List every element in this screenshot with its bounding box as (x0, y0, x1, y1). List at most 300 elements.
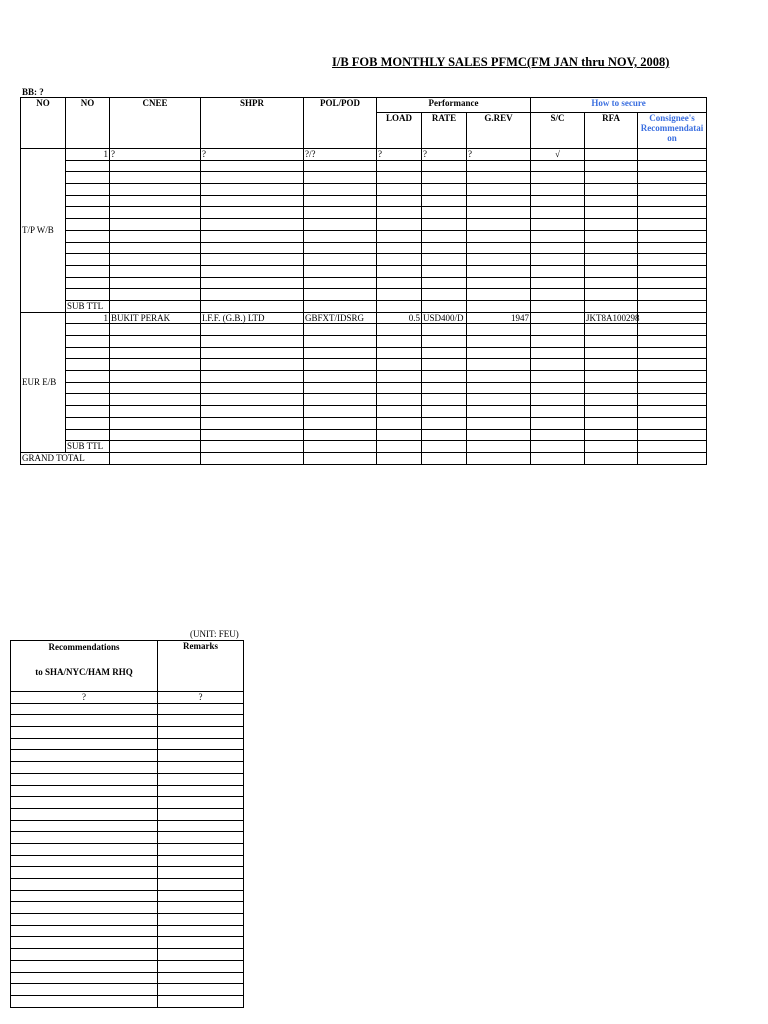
recommendations-table (10, 640, 244, 1008)
remarks-cell (158, 843, 244, 855)
table-row (21, 230, 707, 242)
recommendation-cell (11, 727, 158, 739)
cnee-cell (110, 230, 201, 242)
remarks-cell (158, 832, 244, 844)
table-row (21, 359, 707, 371)
grev-cell (467, 371, 531, 383)
col-sc: S/C (531, 113, 585, 149)
rate-cell (422, 371, 467, 383)
load-cell (377, 347, 422, 359)
rate-cell (422, 289, 467, 301)
consignee-cell (638, 195, 707, 207)
cnee-cell (110, 219, 201, 231)
grev-cell (467, 452, 531, 464)
recommendations-line-2: to SHA/NYC/HAM RHQ (35, 667, 133, 677)
shpr-cell: I.F.F. (G.B.) LTD (201, 312, 304, 324)
grev-cell (467, 160, 531, 172)
sc-cell (531, 382, 585, 394)
shpr-cell (201, 359, 304, 371)
rec-row (11, 960, 244, 972)
shpr-cell (201, 441, 304, 453)
cnee-cell (110, 207, 201, 219)
col-grev: G.REV (467, 113, 531, 149)
table-row (21, 184, 707, 196)
cnee-cell (110, 359, 201, 371)
polpod-cell: GBFXT/IDSRG (304, 312, 377, 324)
rfa-cell (585, 324, 638, 336)
grev-cell (467, 207, 531, 219)
rate-cell (422, 300, 467, 312)
table-row (21, 265, 707, 277)
sc-cell (531, 160, 585, 172)
rec-row (11, 902, 244, 914)
load-cell (377, 230, 422, 242)
sc-cell (531, 172, 585, 184)
remarks-cell (158, 773, 244, 785)
consignee-cell (638, 324, 707, 336)
polpod-cell (304, 207, 377, 219)
consignee-cell (638, 184, 707, 196)
unit-label: (UNIT: FEU) (190, 629, 239, 639)
recommendation-cell (11, 937, 158, 949)
shpr-cell (201, 452, 304, 464)
rec-row (11, 855, 244, 867)
rfa-cell (585, 242, 638, 254)
row-no (66, 289, 110, 301)
rfa-cell (585, 265, 638, 277)
load-cell (377, 371, 422, 383)
cnee-cell (110, 406, 201, 418)
rate-cell (422, 265, 467, 277)
shpr-cell (201, 254, 304, 266)
consignee-cell (638, 359, 707, 371)
load-cell (377, 242, 422, 254)
rec-row (11, 879, 244, 891)
recommendation-cell (11, 773, 158, 785)
polpod-cell (304, 441, 377, 453)
row-no (66, 394, 110, 406)
remarks-cell (158, 703, 244, 715)
cnee-cell (110, 172, 201, 184)
polpod-cell (304, 406, 377, 418)
load-cell (377, 184, 422, 196)
load-cell (377, 219, 422, 231)
remarks-cell (158, 808, 244, 820)
table-row (21, 254, 707, 266)
recommendation-cell (11, 925, 158, 937)
consignee-cell (638, 312, 707, 324)
rate-cell (422, 277, 467, 289)
consignee-cell (638, 172, 707, 184)
table-row (21, 406, 707, 418)
row-no (66, 184, 110, 196)
row-no (66, 382, 110, 394)
col-no-inner: NO (66, 98, 110, 149)
recommendation-cell (11, 832, 158, 844)
rate-cell (422, 336, 467, 348)
load-cell (377, 254, 422, 266)
rec-row (11, 738, 244, 750)
polpod-cell (304, 160, 377, 172)
rfa-cell (585, 230, 638, 242)
rec-header-row (11, 641, 244, 692)
row-no (66, 417, 110, 429)
col-consignee-recommendation: Consignee's Recommendatai on (638, 113, 707, 149)
sc-cell: √ (531, 149, 585, 161)
sc-cell (531, 417, 585, 429)
sc-cell (531, 324, 585, 336)
load-cell (377, 300, 422, 312)
rfa-cell (585, 452, 638, 464)
rfa-cell (585, 371, 638, 383)
recommendation-cell (11, 808, 158, 820)
remarks-cell (158, 890, 244, 902)
table-row (21, 382, 707, 394)
table-row (21, 336, 707, 348)
grev-cell (467, 277, 531, 289)
load-cell (377, 394, 422, 406)
row-no (66, 406, 110, 418)
shpr-cell (201, 277, 304, 289)
table-row (21, 300, 707, 312)
remarks-cell (158, 984, 244, 996)
polpod-cell (304, 277, 377, 289)
grev-cell: 1947 (467, 312, 531, 324)
grev-cell (467, 324, 531, 336)
rfa-cell (585, 429, 638, 441)
rate-cell (422, 394, 467, 406)
consignee-cell (638, 429, 707, 441)
load-cell (377, 160, 422, 172)
rfa-cell (585, 336, 638, 348)
grev-cell (467, 417, 531, 429)
row-no (66, 160, 110, 172)
rate-cell: ? (422, 149, 467, 161)
grev-cell (467, 184, 531, 196)
remarks-cell (158, 715, 244, 727)
remarks-cell (158, 785, 244, 797)
rate-cell (422, 406, 467, 418)
rec-row (11, 785, 244, 797)
polpod-cell (304, 417, 377, 429)
rate-cell (422, 219, 467, 231)
consignee-cell (638, 336, 707, 348)
grev-cell (467, 406, 531, 418)
grev-cell (467, 429, 531, 441)
recommendation-cell (11, 855, 158, 867)
sc-cell (531, 394, 585, 406)
col-no-outer: NO (21, 98, 66, 149)
remarks-cell (158, 750, 244, 762)
shpr-cell (201, 324, 304, 336)
rec-row (11, 843, 244, 855)
rate-cell (422, 429, 467, 441)
shpr-cell (201, 265, 304, 277)
polpod-cell (304, 265, 377, 277)
row-no (66, 230, 110, 242)
row-no (66, 242, 110, 254)
remarks-cell (158, 960, 244, 972)
grev-cell (467, 441, 531, 453)
polpod-cell (304, 230, 377, 242)
header-row-1 (21, 98, 707, 113)
shpr-cell (201, 207, 304, 219)
cnee-cell (110, 184, 201, 196)
cnee-cell (110, 452, 201, 464)
col-cnee: CNEE (110, 98, 201, 149)
table-row (21, 160, 707, 172)
rfa-cell (585, 149, 638, 161)
row-no (66, 254, 110, 266)
table-row (21, 312, 707, 324)
cnee-cell (110, 347, 201, 359)
recommendation-cell (11, 995, 158, 1007)
col-rfa: RFA (585, 113, 638, 149)
sc-cell (531, 336, 585, 348)
bb-label: BB: ? (22, 87, 44, 97)
sc-cell (531, 289, 585, 301)
remarks-cell (158, 762, 244, 774)
polpod-cell (304, 195, 377, 207)
recommendations-line-1: Recommendations (48, 642, 120, 652)
load-cell (377, 417, 422, 429)
consignee-cell (638, 207, 707, 219)
load-cell (377, 406, 422, 418)
rfa-cell (585, 394, 638, 406)
group-label: EUR E/B (21, 312, 66, 452)
recommendation-cell: ? (11, 692, 158, 704)
grev-cell (467, 359, 531, 371)
table-row (21, 324, 707, 336)
grev-cell (467, 242, 531, 254)
load-cell (377, 265, 422, 277)
remarks-cell (158, 820, 244, 832)
sc-cell (531, 406, 585, 418)
rate-cell (422, 160, 467, 172)
remarks-header: Remarks (158, 641, 244, 692)
recommendation-cell (11, 984, 158, 996)
rfa-cell (585, 417, 638, 429)
rfa-cell (585, 219, 638, 231)
rfa-cell (585, 207, 638, 219)
load-cell (377, 382, 422, 394)
polpod-cell (304, 429, 377, 441)
rfa-cell (585, 300, 638, 312)
consignee-cell (638, 452, 707, 464)
recommendation-cell (11, 820, 158, 832)
sc-cell (531, 254, 585, 266)
table-row (21, 371, 707, 383)
consignee-cell (638, 441, 707, 453)
rate-cell (422, 172, 467, 184)
rate-cell (422, 347, 467, 359)
rate-cell (422, 242, 467, 254)
recommendation-cell (11, 738, 158, 750)
recommendation-cell (11, 762, 158, 774)
col-polpod: POL/POD (304, 98, 377, 149)
rfa-cell (585, 347, 638, 359)
shpr-cell (201, 300, 304, 312)
consignee-cell (638, 394, 707, 406)
shpr-cell (201, 184, 304, 196)
row-no: 1 (66, 312, 110, 324)
polpod-cell (304, 254, 377, 266)
consignee-cell (638, 406, 707, 418)
rfa-cell (585, 254, 638, 266)
recommendation-cell (11, 914, 158, 926)
shpr-cell (201, 336, 304, 348)
polpod-cell (304, 184, 377, 196)
recommendation-cell (11, 972, 158, 984)
remarks-cell (158, 879, 244, 891)
rec-row (11, 984, 244, 996)
grev-cell (467, 336, 531, 348)
consignee-cell (638, 382, 707, 394)
load-cell (377, 429, 422, 441)
rec-row (11, 692, 244, 704)
rec-row (11, 715, 244, 727)
cnee-cell (110, 394, 201, 406)
recommendation-cell (11, 703, 158, 715)
table-row (21, 347, 707, 359)
consignee-cell (638, 242, 707, 254)
cnee-cell (110, 336, 201, 348)
sc-cell (531, 371, 585, 383)
polpod-cell: ?/? (304, 149, 377, 161)
table-row (21, 277, 707, 289)
rfa-cell (585, 172, 638, 184)
rate-cell (422, 452, 467, 464)
table-row (21, 195, 707, 207)
remarks-cell (158, 797, 244, 809)
cnee-cell: BUKIT PERAK (110, 312, 201, 324)
rate-cell (422, 441, 467, 453)
remarks-cell (158, 937, 244, 949)
grand-total-label: GRAND TOTAL (21, 452, 110, 464)
row-no (66, 277, 110, 289)
load-cell (377, 277, 422, 289)
grev-cell (467, 230, 531, 242)
rfa-cell (585, 277, 638, 289)
table-row (21, 149, 707, 161)
recommendation-cell (11, 750, 158, 762)
recommendations-header (11, 641, 158, 692)
group-label: T/P W/B (21, 149, 66, 313)
rec-row (11, 773, 244, 785)
shpr-cell: ? (201, 149, 304, 161)
sc-cell (531, 452, 585, 464)
rec-row (11, 937, 244, 949)
load-cell (377, 172, 422, 184)
shpr-cell (201, 242, 304, 254)
cnee-cell (110, 277, 201, 289)
sc-cell (531, 207, 585, 219)
rec-row (11, 762, 244, 774)
consignee-cell (638, 371, 707, 383)
grev-cell (467, 195, 531, 207)
row-no (66, 429, 110, 441)
consignee-cell (638, 277, 707, 289)
consignee-cell (638, 149, 707, 161)
cnee-cell (110, 371, 201, 383)
consignee-cell (638, 254, 707, 266)
row-no (66, 265, 110, 277)
remarks-cell (158, 738, 244, 750)
recommendation-cell (11, 902, 158, 914)
rec-row (11, 797, 244, 809)
shpr-cell (201, 371, 304, 383)
cnee-cell (110, 289, 201, 301)
grev-cell (467, 219, 531, 231)
rfa-cell (585, 441, 638, 453)
shpr-cell (201, 289, 304, 301)
rfa-cell (585, 160, 638, 172)
grev-cell (467, 172, 531, 184)
cnee-cell (110, 242, 201, 254)
shpr-cell (201, 429, 304, 441)
sc-cell (531, 312, 585, 324)
grev-cell (467, 265, 531, 277)
remarks-cell (158, 925, 244, 937)
row-no (66, 219, 110, 231)
sc-cell (531, 195, 585, 207)
shpr-cell (201, 160, 304, 172)
row-no: 1 (66, 149, 110, 161)
rate-cell (422, 324, 467, 336)
polpod-cell (304, 452, 377, 464)
table-row (21, 219, 707, 231)
sc-cell (531, 265, 585, 277)
remarks-cell (158, 972, 244, 984)
recommendation-cell (11, 960, 158, 972)
sc-cell (531, 300, 585, 312)
rfa-cell (585, 359, 638, 371)
sc-cell (531, 359, 585, 371)
cnee-cell (110, 195, 201, 207)
cnee-cell (110, 429, 201, 441)
shpr-cell (201, 382, 304, 394)
rfa-cell (585, 195, 638, 207)
table-row (21, 207, 707, 219)
grand-total-row (21, 452, 707, 464)
row-no (66, 195, 110, 207)
recommendation-cell (11, 949, 158, 961)
table-row (21, 172, 707, 184)
sc-cell (531, 347, 585, 359)
polpod-cell (304, 382, 377, 394)
recommendation-cell (11, 879, 158, 891)
remarks-cell (158, 914, 244, 926)
col-shpr: SHPR (201, 98, 304, 149)
shpr-cell (201, 394, 304, 406)
rfa-cell (585, 289, 638, 301)
consignee-cell (638, 300, 707, 312)
shpr-cell (201, 195, 304, 207)
row-no (66, 324, 110, 336)
rfa-cell (585, 184, 638, 196)
rate-cell: USD400/D (422, 312, 467, 324)
rec-row (11, 820, 244, 832)
grev-cell (467, 382, 531, 394)
consignee-cell (638, 289, 707, 301)
grev-cell: ? (467, 149, 531, 161)
rec-row (11, 867, 244, 879)
shpr-cell (201, 230, 304, 242)
polpod-cell (304, 242, 377, 254)
sc-cell (531, 441, 585, 453)
recommendation-cell (11, 797, 158, 809)
table-row (21, 429, 707, 441)
